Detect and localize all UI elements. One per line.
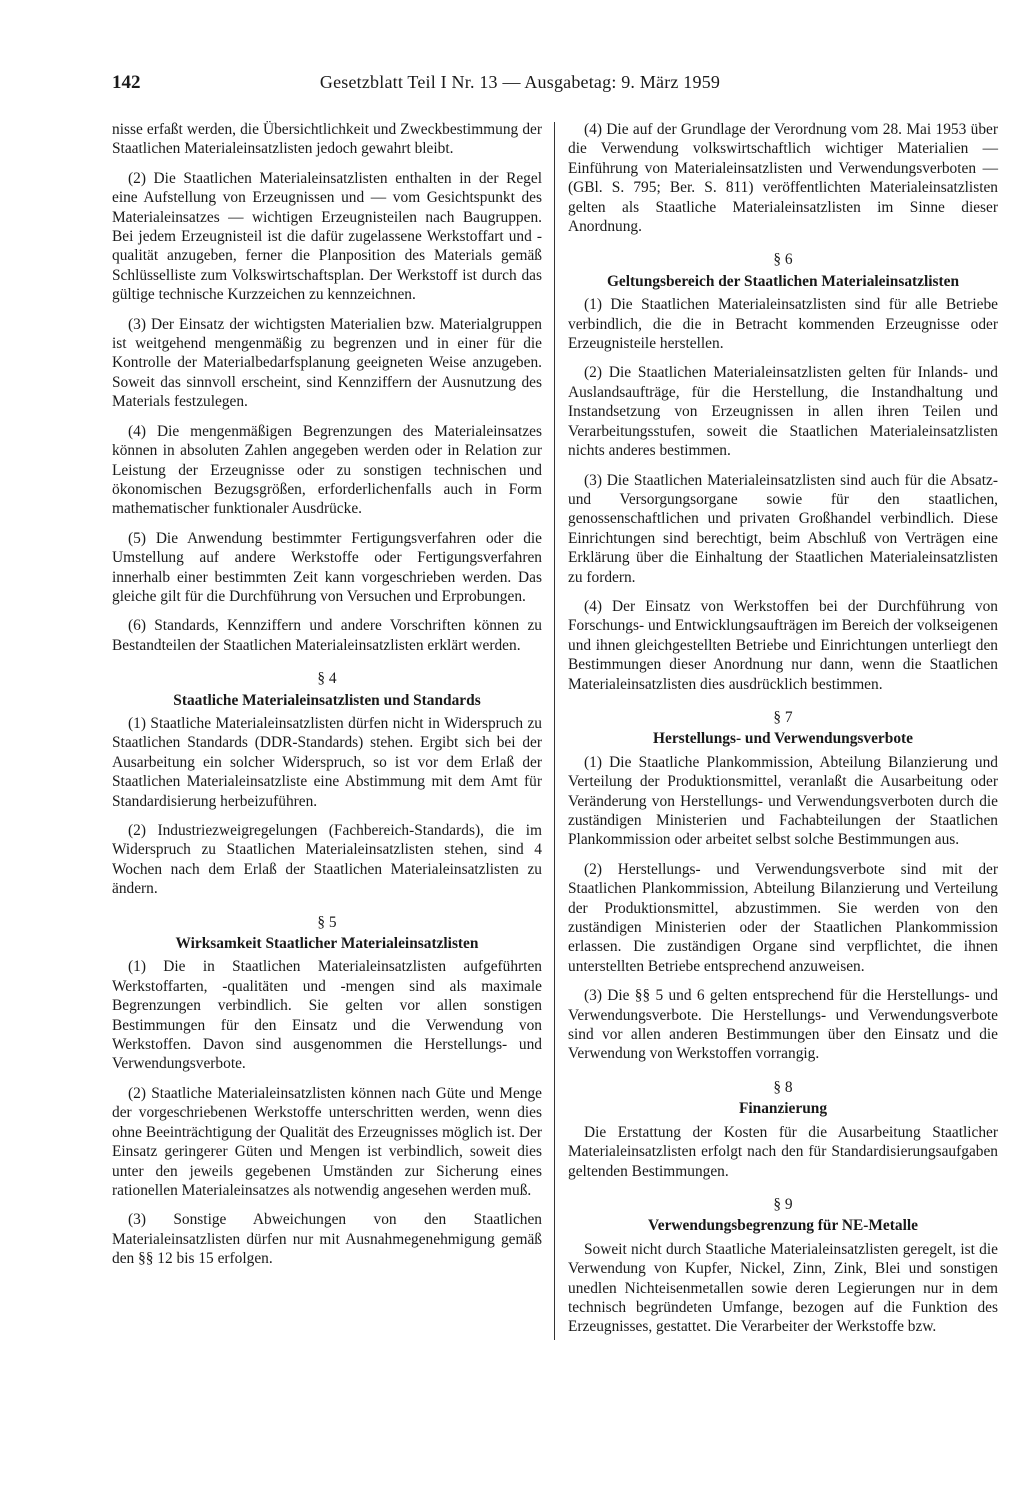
section-number: § 6 <box>773 251 793 269</box>
paragraph: (1) Die in Staatlichen Materialeinsatzlisten aufgeführten Werkstoffarten, -qualitäten und -mengen sind als maximale Begrenzungen verbindlich. Sie gelten vor allen sonstigen Bestimmungen für den Einsatz und die Verwendung von Werkstoffen. Davon sind ausgenommen die Herstellungs- und Verwendungsverbote. <box>112 958 542 1073</box>
section-title: Verwendungsbegrenzung für NE-Metalle <box>648 1217 918 1235</box>
paragraph: (3) Der Einsatz der wichtigsten Materialien bzw. Materialgruppen ist weitgehend mengenmäßig zu begrenzen und in einer für die Kontrolle der Materialbedarfsplanung geeigneten Weise anzugeben. Soweit das sinnvoll erscheint, sind Kennziffern der Ausnutzung des Materials festzulegen. <box>112 315 542 411</box>
section-title: Wirksamkeit Staatlicher Materialeinsatzlisten <box>175 935 479 953</box>
paragraph: Die Erstattung der Kosten für die Ausarbeitung Staatlicher Materialeinsatzlisten erfolgt nach den für Standardisierungsaufgaben geltenden Bestimmungen. <box>568 1123 998 1180</box>
paragraph: (1) Staatliche Materialeinsatzlisten dürfen nicht in Widerspruch zu Staatlichen Standards (DDR-Standards) stehen. Ergibt sich bei der Ausarbeitung ein solcher Widerspruch, so ist vor dem Erlaß der Staatlichen Materialeinsatzliste eine Abstimmung mit dem Amt für Standardisierung herbeizuführen. <box>112 714 542 810</box>
paragraph: (3) Sonstige Abweichungen von den Staatlichen Materialeinsatzlisten dürfen nur mit Ausnahmegenehmigung gemäß den §§ 12 bis 15 erfolgen. <box>112 1211 542 1268</box>
paragraph: Soweit nicht durch Staatliche Materialeinsatzlisten geregelt, ist die Verwendung von Kupfer, Nickel, Zinn, Zink, Blei und sonstigen unedlen Nichteisenmetallen sowie deren Legierungen nur in dem technisch begründeten Umfange, bezogen auf die Funktion des Erzeugnisses, gestattet. Die Verarbeiter der Werkstoffe bzw. <box>568 1240 998 1336</box>
paragraph: (2) Industriezweigregelungen (Fachbereich-Standards), die im Widerspruch zu Staatlichen Materialeinsatzlisten stehen, sind 4 Wochen nach dem Erlaß der Staatlichen Materialeinsatzlisten zu ändern. <box>112 822 542 898</box>
page-number: 142 <box>112 72 141 93</box>
paragraph: (1) Die Staatliche Plankommission, Abteilung Bilanzierung und Verteilung der Produktionsmittel, veranlaßt die Ausarbeitung oder Veränderung von Herstellungs- und Verwendungsverboten durch die zuständigen Ministerien und Fachabteilungen der Staatlichen Plankommission oder arbeitet selbst solche Bestimmungen aus. <box>568 753 998 849</box>
paragraph: (2) Herstellungs- und Verwendungsverbote sind mit der Staatlichen Plankommission, Abteilung Bilanzierung und Verteilung der Produktionsmittel, abzustimmen. Sie werden von den zuständigen Ministerien oder der Staatlichen Plankommission erlassen. Die zuständigen Organe sind verpflichtet, die ihnen unterstellten Betriebe entsprechend anzuweisen. <box>568 860 998 975</box>
page-header <box>112 72 998 113</box>
paragraph: (6) Standards, Kennziffern und andere Vorschriften können zu Bestandteilen der Staatlichen Materialeinsatzlisten erklärt werden. <box>112 617 542 654</box>
text-columns <box>112 120 998 1347</box>
section-title: Geltungsbereich der Staatlichen Materialeinsatzlisten <box>606 272 960 290</box>
right-column <box>554 120 998 1347</box>
paragraph: (4) Die auf der Grundlage der Verordnung vom 28. Mai 1953 über die Verwendung volkswirtschaftlich wichtiger Materialien — Einführung von Materialeinsatzlisten und Verwendungsverboten — (GBl. S. 795; Ber. S. 811) veröffentlichten Materialeinsatzlisten gelten als Staatliche Materialeinsatzlisten im Sinne dieser Anordnung. <box>568 121 998 236</box>
paragraph: (1) Die Staatlichen Materialeinsatzlisten sind für alle Betriebe verbindlich, die die in Betracht kommenden Erzeugnisse oder Erzeugnisteile herstellen. <box>568 296 998 353</box>
paragraph: (3) Die §§ 5 und 6 gelten entsprechend für die Herstellungs- und Verwendungsverbote. Die Herstellungs- und Verwendungsverbote sind vor allen anderen Bestimmungen über den Einsatz und die Verwendung von Werkstoffen vorrangig. <box>568 987 998 1063</box>
paragraph: (2) Die Staatlichen Materialeinsatzlisten enthalten in der Regel eine Aufstellung von Erzeugnissen und — vom Gesichtspunkt des Materialeinsatzes — wichtigen Erzeugnisteilen nach Baugruppen. Bei jedem Erzeugnisteil ist die dafür zugelassene Werkstoffart und -qualität anzugeben, ferner die Planposition des Materials gemäß Schlüsselliste zum Volkswirtschaftsplan. Der Werkstoff ist durch das gültige technische Kurzzeichen zu kennzeichnen. <box>112 169 542 304</box>
paragraph: (4) Die mengenmäßigen Begrenzungen des Materialeinsatzes können in absoluten Zahlen angegeben werden oder in Relation zur Leistung der Erzeugnisse oder zu sonstigen technischen und ökonomischen Bezugsgrößen, erforderlichenfalls auch in Form mathematischer funktionaler Ausdrücke. <box>112 422 542 518</box>
section-number: § 7 <box>773 708 793 726</box>
section-number: § 5 <box>317 913 337 931</box>
paragraph: (3) Die Staatlichen Materialeinsatzlisten sind auch für die Absatz- und Versorgungsorgane sowie für den staatlichen, genossenschaftlichen und privaten Großhandel verbindlich. Diese Einrichtungen sind berechtigt, beim Abschluß von Verträgen eine Erklärung über die Einhaltung der Staatlichen Materialeinsatzlisten zu fordern. <box>568 471 998 586</box>
paragraph: (4) Der Einsatz von Werkstoffen bei der Durchführung von Forschungs- und Entwicklungsaufträgen im Bereich der volkseigenen und ihnen gleichgestellten Betriebe und Einrichtungen unterliegt den Bestimmungen dieser Anordnung nur dann, wenn die Staatlichen Materialeinsatzlisten dies ausdrücklich bestimmen. <box>568 597 998 693</box>
column-divider <box>554 122 555 1340</box>
section-title: Finanzierung <box>738 1100 828 1118</box>
section-number: § 8 <box>773 1078 793 1096</box>
paragraph: (5) Die Anwendung bestimmter Fertigungsverfahren oder die Umstellung auf andere Werkstoffe oder Fertigungsverfahren innerhalb einer bestimmten Zeit kann vorgeschrieben werden. Das gleiche gilt für die Durchführung von Versuchen und Erprobungen. <box>112 529 542 605</box>
section-title: Staatliche Materialeinsatzlisten und Standards <box>173 691 481 709</box>
section-title: Herstellungs- und Verwendungsverbote <box>653 730 913 748</box>
section-number: § 4 <box>317 670 337 688</box>
section-number: § 9 <box>773 1195 793 1213</box>
running-head: Gesetzblatt Teil I Nr. 13 — Ausgabetag: 9. März 1959 <box>319 72 721 92</box>
paragraph: (2) Staatliche Materialeinsatzlisten können nach Güte und Menge der vorgeschriebenen Werkstoffe unterschritten werden, wenn dies ohne Beeinträchtigung der Qualität des Erzeugnisses möglich ist. Der Einsatz geringerer Güten und Mengen ist verbindlich, soweit dies unter den jeweils gegebenen Umständen zur Sicherung eines rationellen Materialeinsatzes als notwendig angesehen werden muß. <box>112 1084 542 1199</box>
paragraph: (2) Die Staatlichen Materialeinsatzlisten gelten für Inlands- und Auslandsaufträge, für die Herstellung, die Instandhaltung und Instandsetzung von Erzeugnissen in allen ihren Teilen und Verarbeitungsstufen, soweit die Staatlichen Materialeinsatzlisten nichts anderes bestimmen. <box>568 364 998 460</box>
left-column <box>112 120 554 1347</box>
paragraph: nisse erfaßt werden, die Übersichtlichkeit und Zweckbestimmung der Staatlichen Materialeinsatzlisten jedoch gewahrt bleibt. <box>112 121 542 158</box>
